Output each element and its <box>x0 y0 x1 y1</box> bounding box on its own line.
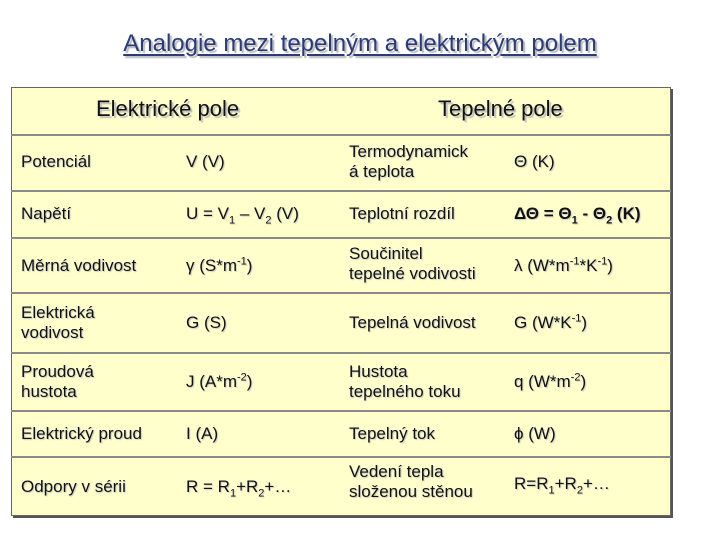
electric-quantity: Odpory v sérii <box>21 477 126 496</box>
electric-symbol: I (A) <box>186 424 219 443</box>
thermal-symbol: G $(W*K^{-1})$ <box>514 312 588 332</box>
electric-symbol: V (V) <box>186 152 225 171</box>
header-thermal: Tepelné pole <box>438 96 563 121</box>
page-title: Analogie mezi tepelným a elektrickým polem <box>123 30 597 57</box>
thermal-quantity: Součinitel tepelné vodivosti <box>349 244 476 283</box>
analogy-table <box>11 87 671 516</box>
thermal-symbol: ϕ (W) <box>514 424 556 443</box>
row-divider <box>11 456 671 458</box>
electric-symbol: $U = V_1 - V_2$ (V) <box>186 204 299 227</box>
electric-quantity: Napětí <box>21 204 72 223</box>
thermal-symbol: $\Delta\Theta = \Theta_1 - \Theta_2$ (K) <box>514 204 641 227</box>
thermal-symbol: Θ (K) <box>514 152 555 171</box>
thermal-quantity: Tepelná vodivost <box>349 313 476 332</box>
thermal-quantity: Vedení tepla složenou stěnou <box>349 462 473 501</box>
electric-quantity: Měrná vodivost <box>21 256 137 275</box>
row-divider <box>11 190 671 192</box>
thermal-symbol: $R=R_1+R_2+\dots$ <box>514 474 610 497</box>
thermal-symbol: q $(W*m^{-2})$ <box>514 371 587 391</box>
thermal-symbol: λ $(W*m^{-1}*K^{-1})$ <box>514 255 613 275</box>
electric-quantity: Elektrický proud <box>21 424 142 443</box>
header-electric: Elektrické pole <box>96 96 240 121</box>
thermal-quantity: Teplotní rozdíl <box>349 204 455 223</box>
electric-quantity: Potenciál <box>21 152 91 171</box>
row-divider <box>11 237 671 239</box>
row-divider <box>11 352 671 354</box>
row-divider <box>11 292 671 294</box>
row-divider <box>11 410 671 412</box>
thermal-quantity: Termodynamick á teplota <box>349 142 469 181</box>
electric-quantity: Proudová hustota <box>21 362 94 401</box>
electric-symbol: γ $(S*m^{-1})$ <box>186 255 253 275</box>
electric-symbol: G (S) <box>186 313 227 332</box>
electric-symbol: $R = R_1+R_2+\dots$ <box>186 477 292 500</box>
thermal-quantity: Hustota tepelného toku <box>349 362 461 401</box>
electric-quantity: Elektrická vodivost <box>21 303 95 342</box>
thermal-quantity: Tepelný tok <box>349 424 435 443</box>
electric-symbol: J $(A*m^{-2})$ <box>186 371 253 391</box>
row-divider <box>11 134 671 136</box>
